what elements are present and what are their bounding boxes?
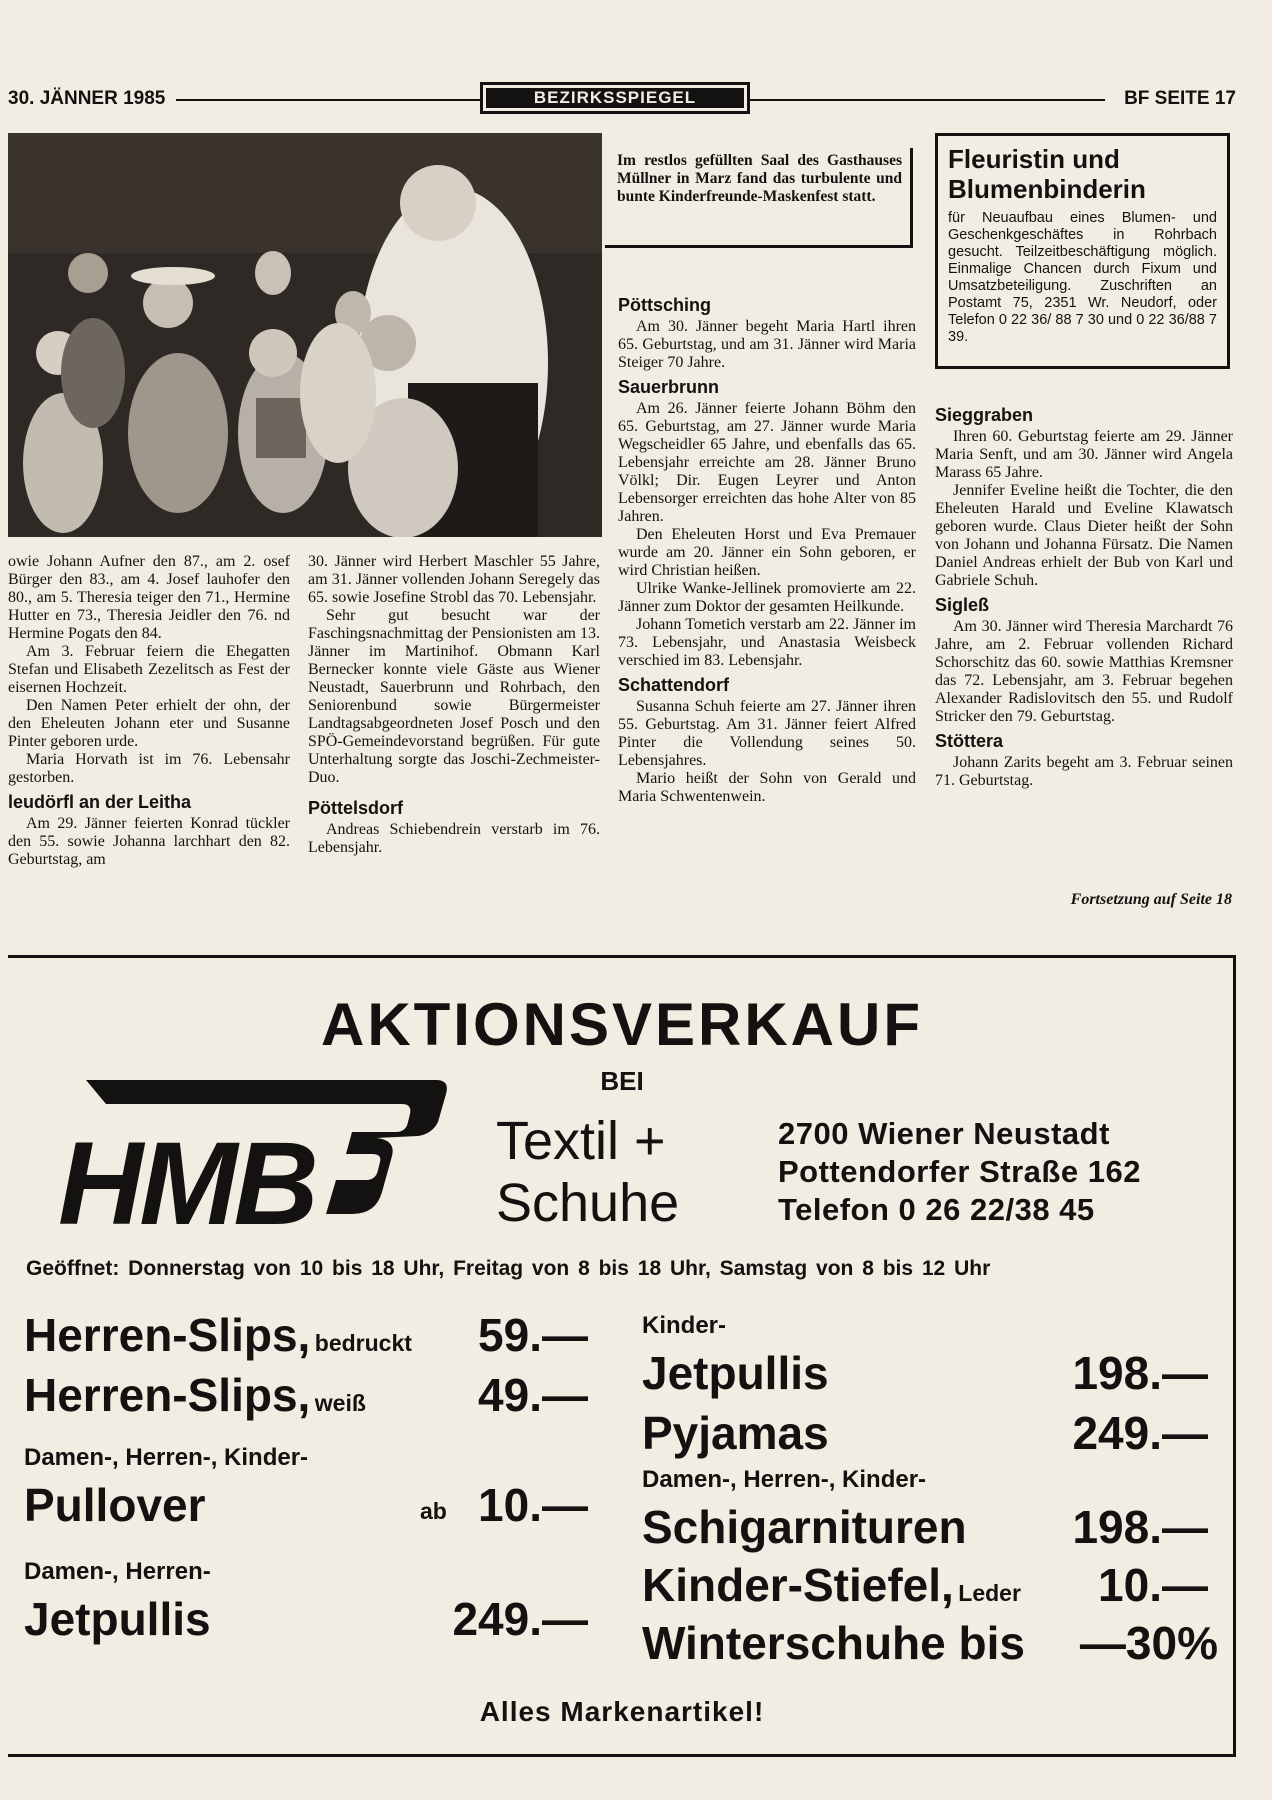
col4-heading: Stöttera	[935, 731, 1004, 751]
ad-footer: Alles Markenartikel!	[479, 1696, 765, 1727]
column-2	[308, 553, 600, 857]
offer-name: Herren-Slips,	[24, 1309, 311, 1361]
hmb-logo-text: HMB	[58, 1118, 315, 1234]
offer-price: 198.—	[1072, 1347, 1208, 1399]
offer-prefix: Damen-, Herren-, Kinder-	[24, 1444, 309, 1471]
col4-heading: Sigleß	[935, 595, 990, 615]
offer-item	[24, 1308, 412, 1362]
column-3	[618, 290, 916, 806]
classified-body: für Neuaufbau eines Blumen- und Geschenkgeschäftes in Rohrbach gesucht. Teilzeitbeschäftigung möglich. Einmalige Chancen durch Fixum und Umsatzbeteiligung. Zuschriften an Postamt 75, 2351 Wr. Neudorf, oder Telefon 0 22 36/ 88 7 30 und 0 22 36/88 7 39.	[948, 210, 1217, 345]
col3-paragraph: Den Eheleuten Horst und Eva Premauer wurde am 20. Jänner ein Sohn geboren, er wird Christian heißen.	[618, 526, 916, 579]
section-label	[480, 82, 750, 114]
col2-paragraph: Andreas Schiebendrein verstarb im 76. Lebensjahr.	[308, 821, 600, 856]
continuation-note: Fortsetzung auf Seite 18	[1070, 891, 1232, 908]
offer-item	[642, 1406, 829, 1460]
col2-paragraph: Sehr gut besucht war der Faschingsnachmittag der Pensionisten am 13. Jänner im Martinihof. Obmann Karl Bernecker konnte viele Gäste aus Wiener Neustadt, Sauerbrunn und Rohrbach, den Seniorenbund sowie Bürgermeister Landtagsabgeordneten Josef Posch und den SPÖ-Gemeindevorstand begrüßen. Für gute Unterhaltung sorgte das Joschi-Zechmeister-Duo.	[308, 607, 600, 786]
offer-item	[642, 1558, 1021, 1612]
offer-item	[642, 1500, 967, 1554]
offer-name: Kinder-Stiefel,	[642, 1559, 954, 1611]
offer-price: 59.—	[478, 1309, 588, 1361]
offer-qualifier: ab	[420, 1498, 447, 1524]
col3-paragraph: Mario heißt der Sohn von Gerald und Maria Schwentenwein.	[618, 770, 916, 805]
col3-heading: Schattendorf	[618, 675, 730, 695]
col2-heading: Pöttelsdorf	[308, 798, 404, 818]
header-rule-left	[176, 99, 480, 101]
col4-heading: Sieggraben	[935, 405, 1034, 425]
header-rule-right	[750, 99, 1105, 101]
col3-paragraph: Johann Tometich verstarb am 22. Jänner im 73. Lebensjahr, und Anastasia Weisbeck verschied im 83. Lebensjahr.	[618, 616, 916, 669]
col1-paragraph: Den Namen Peter erhielt der ohn, der den Eheleuten Johann eter und Susanne Pinter geboren urde.	[8, 697, 290, 750]
col3-heading: Pöttsching	[618, 295, 711, 315]
col4-paragraph: Jennifer Eveline heißt die Tochter, die den Eheleuten Harald und Eveline Klawatsch geboren wurde. Claus Dieter heißt der Sohn von Johann und Johanna Fürsatz. Die Namen Daniel Andreas erhielt der Bub von Karl und Gabriele Schuh.	[935, 482, 1233, 589]
col1-paragraph: Am 3. Februar feiern die Ehegatten Stefan und Elisabeth Zezelitsch as Fest der eisernen Hochzeit.	[8, 643, 290, 696]
offer-item	[24, 1368, 366, 1422]
col3-paragraph: Am 30. Jänner begeht Maria Hartl ihren 65. Geburtstag, und am 31. Jänner wird Maria Steiger 70 Jahre.	[618, 318, 916, 371]
photo-caption: Im restlos gefüllten Saal des Gasthauses Müllner in Marz fand das turbulente und bunte Kinderfreunde-Maskenfest statt.	[605, 148, 913, 248]
offer-prefix: Damen-, Herren-	[24, 1558, 211, 1585]
shop-name	[496, 1110, 679, 1234]
offer-name: Schigarnituren	[642, 1501, 967, 1553]
photo-children-masquerade	[8, 133, 602, 537]
offer-name: Herren-Slips,	[24, 1369, 311, 1421]
issue-date: 30. JÄNNER 1985	[8, 88, 166, 109]
offer-price: 249.—	[452, 1593, 588, 1645]
col3-paragraph: Susanna Schuh feierte am 27. Jänner ihren 55. Geburtstag. Am 31. Jänner feiert Alfred Pinter die Vollendung seines 50. Lebensjahres.	[618, 698, 916, 769]
shop-name-line1: Textil +	[496, 1111, 666, 1171]
address-street: Pottendorfer Straße 162	[778, 1154, 1141, 1189]
classified-title: Fleuristin und Blumenbinderin	[948, 144, 1146, 204]
col2-paragraph: 30. Jänner wird Herbert Maschler 55 Jahre, am 31. Jänner vollenden Johann Seregely das 65. sowie Josefine Strobl das 70. Lebensjahr.	[308, 553, 600, 606]
col4-paragraph: Ihren 60. Geburtstag feierte am 29. Jänner Maria Senft, und am 30. Jänner wird Angela Marass 65 Jahre.	[935, 428, 1233, 481]
offer-prefix: Kinder-	[642, 1312, 726, 1339]
opening-hours: Geöffnet: Donnerstag von 10 bis 18 Uhr, Freitag von 8 bis 18 Uhr, Samstag von 8 bis 12 Uhr	[26, 1257, 991, 1280]
offer-name: Jetpullis	[642, 1347, 829, 1399]
ad-title: AKTIONSVERKAUF	[320, 991, 923, 1058]
advertisement	[8, 955, 1236, 1757]
offer-price: 249.—	[1072, 1407, 1208, 1459]
column-4	[935, 400, 1233, 790]
col3-paragraph: Ulrike Wanke-Jellinek promovierte am 22. Jänner zum Doktor der gesamten Heilkunde.	[618, 580, 916, 615]
offer-name: Pullover	[24, 1479, 206, 1531]
col4-paragraph: Am 30. Jänner wird Theresia Marchardt 76 Jahre, am 2. Februar vollenden Richard Schorschitz das 60. sowie Matthias Kremsner das 72. Lebensjahr, am 3. Februar begehen Alexander Radislovitsch den 55. und Rudolf Stricker den 79. Geburtstag.	[935, 618, 1233, 725]
offer-price: 198.—	[1072, 1501, 1208, 1553]
offer-name: Jetpullis	[24, 1593, 211, 1645]
col3-heading: Sauerbrunn	[618, 377, 720, 397]
col1-paragraph: Am 29. Jänner feierten Konrad tückler den 55. sowie Johanna larchhart den 82. Geburtstag, am	[8, 815, 290, 868]
shop-address	[778, 1115, 1141, 1229]
address-phone: Telefon 0 26 22/38 45	[778, 1192, 1095, 1227]
offer-name: Pyjamas	[642, 1407, 829, 1459]
offer-price: 10.—	[1098, 1559, 1208, 1611]
page-header	[8, 86, 1236, 112]
page-number: BF SEITE 17	[1124, 88, 1236, 109]
offer-qualifier: Leder	[958, 1580, 1021, 1606]
offer-qualifier: weiß	[314, 1390, 366, 1416]
hmb-logo	[46, 1074, 456, 1234]
col4-paragraph: Johann Zarits begeht am 3. Februar seinen 71. Geburtstag.	[935, 754, 1233, 789]
offer-prefix: Damen-, Herren-, Kinder-	[642, 1466, 927, 1493]
offer-price: 10.—	[478, 1479, 588, 1531]
offer-price: 49.—	[478, 1369, 588, 1421]
offer-name: Winterschuhe bis	[642, 1617, 1025, 1669]
offer-qualifier: bedruckt	[314, 1330, 412, 1356]
col1-paragraph: Maria Horvath ist im 76. Lebensahr gestorben.	[8, 751, 290, 786]
classified-ad	[935, 133, 1230, 369]
offer-item	[642, 1616, 1025, 1670]
col1-heading: leudörfl an der Leitha	[8, 792, 192, 812]
col3-paragraph: Am 26. Jänner feierte Johann Böhm den 65. Geburtstag, am 27. Jänner wurde Maria Wegscheidler 65 Jahre, und ebenfalls das 65. Lebensjahr erreichte am 28. Jänner Bruno Völkl; Dir. Eugen Leyrer und Anton Lebensorger erreichten das hohe Alter von 85 Jahren.	[618, 400, 916, 525]
offer-item	[24, 1592, 211, 1646]
address-city: 2700 Wiener Neustadt	[778, 1116, 1110, 1151]
col1-paragraph: owie Johann Aufner den 87., am 2. osef Bürger den 83., am 4. Josef lauhofer den 80., am 5. Theresia teiger den 71., Hermine Hutter en 73., Theresia Jeidler den 76. nd Hermine Pogats den 84.	[8, 553, 290, 642]
column-1	[8, 553, 290, 869]
offer-item	[24, 1478, 206, 1532]
offer-price: —30%	[1079, 1617, 1218, 1669]
shop-name-line2: Schuhe	[496, 1173, 680, 1233]
offer-item	[642, 1346, 829, 1400]
ad-subtitle: BEI	[600, 1066, 644, 1096]
section-title: BEZIRKSSPIEGEL	[486, 88, 744, 108]
